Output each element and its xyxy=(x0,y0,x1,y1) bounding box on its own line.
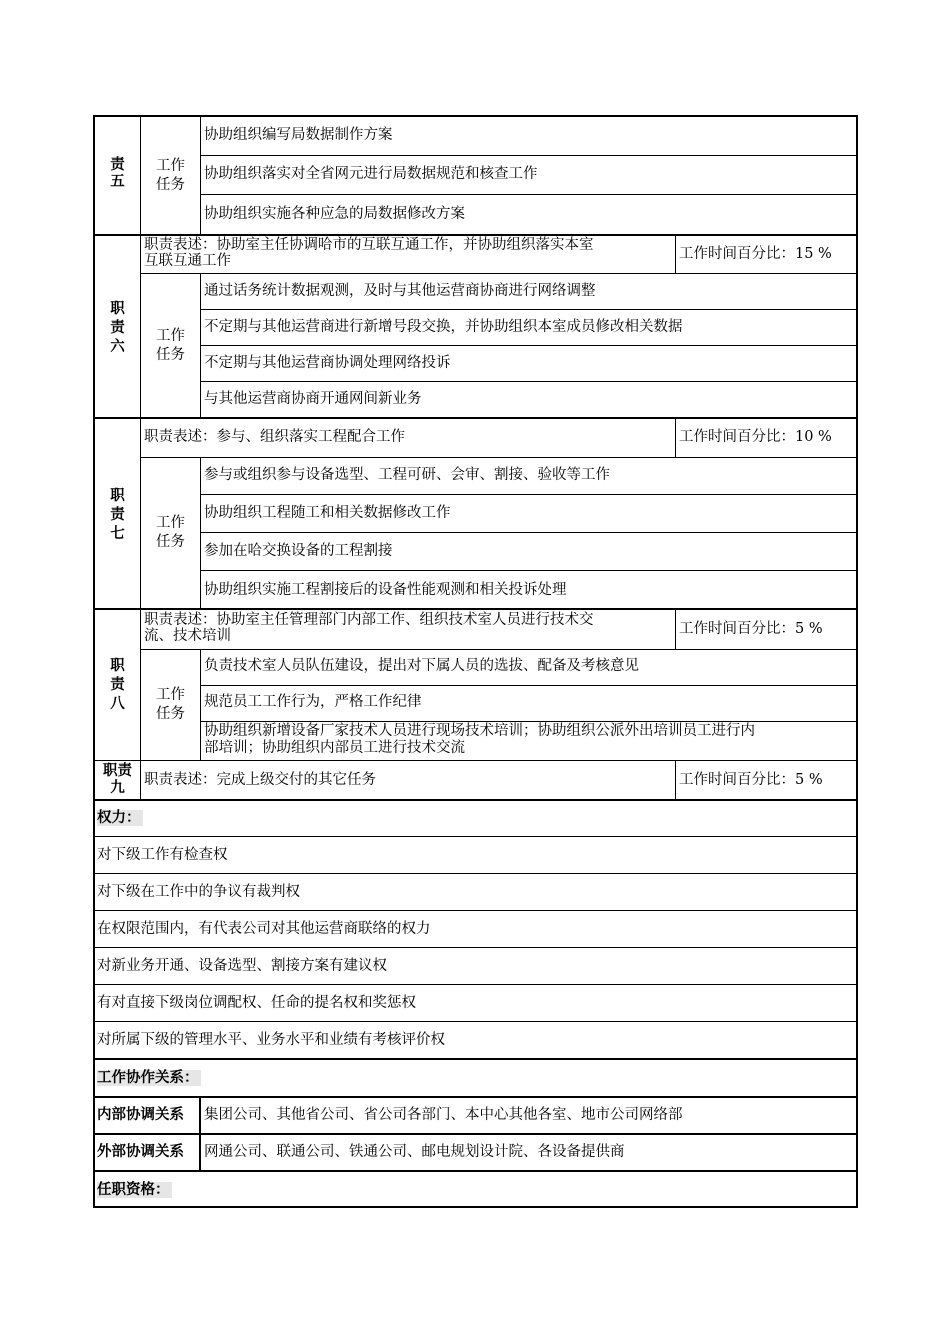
divider xyxy=(200,457,201,609)
task-item: 不定期与其他运营商进行新增号段交换，并协助组织本室成员修改相关数据 xyxy=(204,319,683,335)
divider xyxy=(200,532,857,533)
divider xyxy=(200,309,857,310)
section-heading-power: 权力： xyxy=(97,810,141,826)
divider xyxy=(93,1058,858,1060)
task-item: 不定期与其他运营商协调处理网络投诉 xyxy=(204,355,451,371)
divider xyxy=(675,418,676,457)
table-border-top xyxy=(93,115,858,117)
divider xyxy=(93,417,858,419)
divider xyxy=(93,910,858,911)
duty-label: 职 责 八 xyxy=(110,658,125,712)
task-item: 参与或组织参与设备选型、工程可研、会审、割接、验收等工作 xyxy=(204,467,610,483)
time-percentage: 工作时间百分比：5 % xyxy=(679,621,823,637)
time-percentage: 工作时间百分比：10 % xyxy=(679,429,832,445)
task-label: 工作 任务 xyxy=(156,515,185,550)
section-heading-relations: 工作协作关系： xyxy=(97,1070,199,1086)
divider xyxy=(93,984,858,985)
duty-label: 责 五 xyxy=(110,157,125,190)
divider xyxy=(93,608,858,610)
divider xyxy=(200,649,201,760)
task-item: 协助组织实施工程割接后的设备性能观测和相关投诉处理 xyxy=(204,582,567,598)
time-percentage: 工作时间百分比：15 % xyxy=(679,246,832,262)
divider xyxy=(140,457,857,458)
divider xyxy=(93,1133,858,1135)
divider xyxy=(93,873,858,874)
divider xyxy=(200,345,857,346)
duty-description: 职责表述：参与、组织落实工程配合工作 xyxy=(144,429,405,445)
internal-relations-label: 内部协调关系 xyxy=(97,1107,184,1123)
table-border-bottom xyxy=(93,1206,858,1208)
task-item: 与其他运营商协商开通网间新业务 xyxy=(204,391,422,407)
divider xyxy=(93,799,858,801)
divider xyxy=(140,273,857,274)
divider xyxy=(200,381,857,382)
duty-label: 职 责 七 xyxy=(110,488,125,542)
divider xyxy=(200,570,857,571)
divider xyxy=(675,609,676,649)
task-item: 协助组织实施各种应急的局数据修改方案 xyxy=(204,206,465,222)
power-item: 对所属下级的管理水平、业务水平和业绩有考核评价权 xyxy=(97,1032,445,1048)
task-label: 工作 任务 xyxy=(156,328,185,363)
time-percentage: 工作时间百分比：5 % xyxy=(679,772,823,788)
divider xyxy=(200,194,857,195)
divider xyxy=(93,760,858,761)
divider xyxy=(200,721,857,722)
duty-description: 职责表述：完成上级交付的其它任务 xyxy=(144,772,376,788)
task-item: 协助组织编写局数据制作方案 xyxy=(204,127,393,143)
task-label: 工作 任务 xyxy=(156,158,185,193)
divider xyxy=(199,1096,201,1172)
divider xyxy=(93,1021,858,1022)
divider xyxy=(200,494,857,495)
divider xyxy=(200,115,201,235)
task-item: 规范员工工作行为，严格工作纪律 xyxy=(204,694,422,710)
duty-description: 职责表述：协助室主任协调哈市的互联互通工作，并协助组织落实本室 互联互通工作 xyxy=(144,237,594,269)
duty-description: 职责表述：协助室主任管理部门内部工作、组织技术室人员进行技术交 流、技术培训 xyxy=(144,612,594,644)
duty-label: 职 责 六 xyxy=(110,301,125,355)
task-item: 通过话务统计数据观测，及时与其他运营商协商进行网络调整 xyxy=(204,283,596,299)
power-item: 对下级在工作中的争议有裁判权 xyxy=(97,884,300,900)
divider xyxy=(93,1096,858,1098)
divider xyxy=(200,155,857,156)
divider xyxy=(200,685,857,686)
divider xyxy=(93,947,858,948)
power-item: 对下级工作有检查权 xyxy=(97,847,228,863)
task-item: 协助组织新增设备厂家技术人员进行现场技术培训；协助组织公派外出培训员工进行内 部培训；协助组织内部员工进行技术交流 xyxy=(204,723,755,756)
task-item: 协助组织落实对全省网元进行局数据规范和核查工作 xyxy=(204,166,538,182)
divider xyxy=(93,1170,858,1172)
task-item: 参加在哈交换设备的工程割接 xyxy=(204,543,393,559)
divider xyxy=(93,836,858,837)
external-relations-label: 外部协调关系 xyxy=(97,1144,184,1160)
divider xyxy=(675,235,676,273)
task-item: 协助组织工程随工和相关数据修改工作 xyxy=(204,505,451,521)
power-item: 对新业务开通、设备选型、割接方案有建议权 xyxy=(97,958,387,974)
task-item: 负责技术室人员队伍建设，提出对下属人员的选拔、配备及考核意见 xyxy=(204,658,639,674)
divider xyxy=(93,234,858,236)
table-border-right xyxy=(856,115,858,1208)
power-item: 有对直接下级岗位调配权、任命的提名权和奖惩权 xyxy=(97,995,416,1011)
task-label: 工作 任务 xyxy=(156,687,185,722)
section-heading-qualification: 任职资格： xyxy=(97,1182,170,1198)
power-item: 在权限范围内，有代表公司对其他运营商联络的权力 xyxy=(97,921,431,937)
divider xyxy=(140,649,857,650)
external-relations-value: 网通公司、联通公司、铁通公司、邮电规划设计院、各设备提供商 xyxy=(204,1144,625,1160)
internal-relations-value: 集团公司、其他省公司、省公司各部门、本中心其他各室、地市公司网络部 xyxy=(204,1107,683,1123)
duty-label: 职责 九 xyxy=(103,763,132,796)
divider xyxy=(675,760,676,800)
